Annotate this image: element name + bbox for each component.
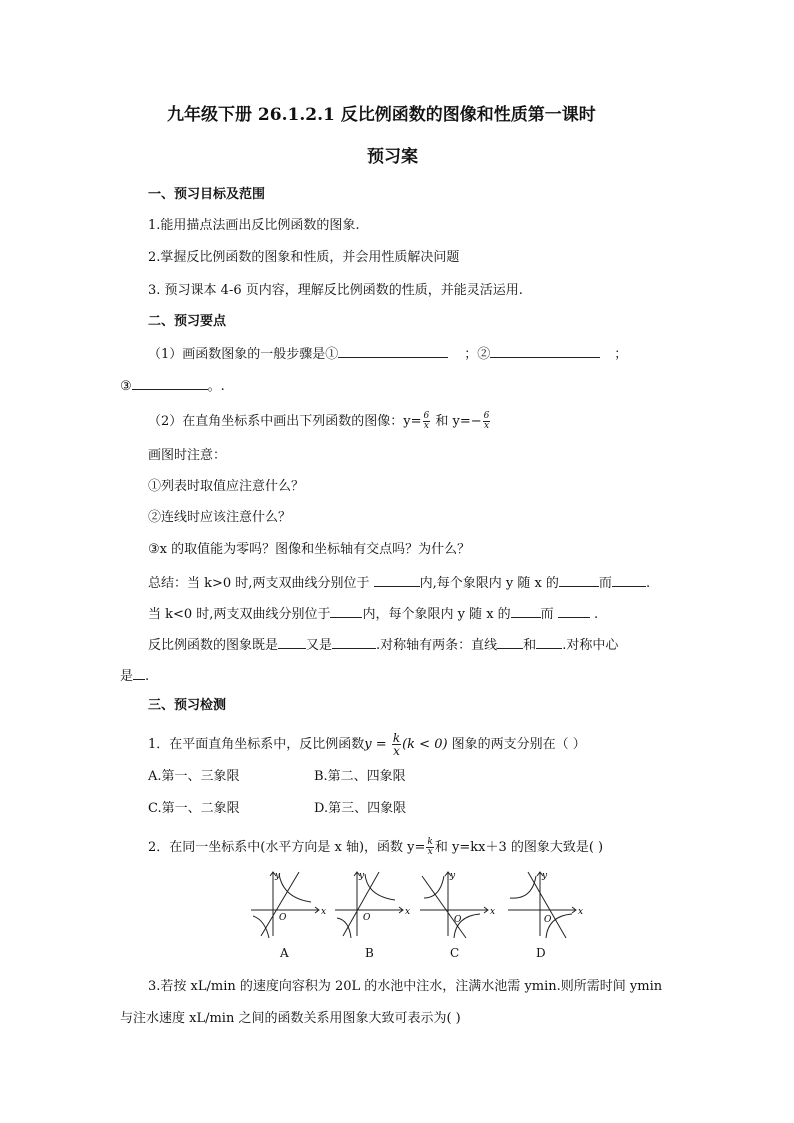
draw-text-2: 和 y=− <box>431 414 482 429</box>
fraction-neg-6-over-x: $\frac{6}{x}$ <box>483 411 490 431</box>
graph-b-origin: O <box>363 913 371 923</box>
note-3: ③x 的取值能为零吗？图像和坐标轴有交点吗？为什么？ <box>148 542 471 557</box>
graph-b[interactable] <box>333 868 413 940</box>
check-question-2: 2．在同一坐标系中(水平方向是 x 轴)，函数 y= $\frac{k}{x}$ 和 y=kx＋3 的图象大致是( ) <box>148 837 604 857</box>
option-a[interactable]: A.第一、三象限 <box>148 769 240 784</box>
option-b[interactable]: B.第二、四象限 <box>314 769 406 784</box>
draw-text-1: （2）在直角坐标系中画出下列函数的图像：y= <box>148 414 422 429</box>
graph-c-y-label: y <box>450 871 456 881</box>
summary-blank-9[interactable] <box>497 636 523 649</box>
steps-text-2: ；② <box>464 347 491 362</box>
section1-heading: 一、预习目标及范围 <box>148 187 266 202</box>
section1-item-1: 1.能用描点法画出反比例函数的图象. <box>148 218 360 233</box>
summary-blank-7[interactable] <box>278 636 306 649</box>
summary-line-1: 总结：当 k>0 时,两支双曲线分别位于 内,每个象限内 y 随 x 的 而 . <box>148 576 651 591</box>
fraction-k-over-x-small: $\frac{k}{x}$ <box>427 837 433 857</box>
graph-a[interactable] <box>249 868 329 940</box>
steps-question-cont <box>120 377 225 395</box>
summary-line-3: 反比例函数的图象既是 又是 .对称轴有两条：直线 和 .对称中心 <box>148 638 619 653</box>
graph-b-y-label: y <box>359 871 365 881</box>
fraction-k-over-x: $\frac{k}{x}$ <box>392 731 401 758</box>
draw-question <box>148 412 491 431</box>
summary-blank-4[interactable] <box>330 605 362 618</box>
option-d[interactable]: D.第三、四象限 <box>314 801 407 816</box>
graph-c-x-label: x <box>490 907 496 917</box>
graph-c-origin: O <box>454 915 462 925</box>
summary-line-4: 是 . <box>120 669 150 684</box>
graph-label-b: B <box>365 946 374 960</box>
page-subtitle: 预习案 <box>367 147 418 167</box>
graph-a-y-label: y <box>275 871 281 881</box>
graph-d-y-label: y <box>542 871 548 881</box>
section1-item-3: 3. 预习课本 4-6 页内容，理解反比例函数的性质，并能灵活运用. <box>148 283 523 298</box>
note-1: ①列表时取值应注意什么？ <box>148 479 305 494</box>
summary-blank-3[interactable] <box>612 574 646 587</box>
steps-text-1: （1）画函数图象的一般步骤是① <box>148 347 339 362</box>
graph-label-d: D <box>536 946 546 960</box>
fraction-6-over-x: $\frac{6}{x}$ <box>423 411 430 431</box>
steps-blank-2[interactable] <box>490 345 600 358</box>
summary-blank-8[interactable] <box>332 636 376 649</box>
summary-blank-10[interactable] <box>536 636 562 649</box>
section1-item-2: 2.掌握反比例函数的图象和性质，并会用性质解决问题 <box>148 250 460 265</box>
section2-heading: 二、预习要点 <box>148 314 227 329</box>
page-title: 九年级下册 26.1.2.1 反比例函数的图像和性质第一课时 <box>167 105 596 125</box>
check-question-3-line-1: 3.若按 xL/min 的速度向容积为 20L 的水池中注水，注满水池需 ymin.则所需时间 ymin <box>148 979 663 994</box>
graph-a-origin: O <box>279 913 287 923</box>
graph-d[interactable] <box>506 868 586 940</box>
steps-question <box>148 345 627 363</box>
graph-d-origin: O <box>544 915 552 925</box>
graph-label-c: C <box>450 946 460 960</box>
steps-blank-3[interactable] <box>132 377 208 390</box>
graph-d-x-label: x <box>578 907 584 917</box>
steps-blank-1[interactable] <box>338 345 448 358</box>
graph-a-x-label: x <box>321 907 327 917</box>
summary-blank-6[interactable] <box>558 605 590 618</box>
check-question-3-line-2: 与注水速度 xL/min 之间的函数关系用图象大致可表示为( ) <box>120 1011 461 1026</box>
note-heading: 画图时注意： <box>148 448 227 463</box>
steps-text-4: ③ <box>120 379 132 394</box>
graph-label-a: A <box>280 946 289 960</box>
summary-line-2: 当 k<0 时,两支双曲线分别位于 内，每个象限内 y 随 x 的 而 . <box>148 607 599 622</box>
option-c[interactable]: C.第一、二象限 <box>148 801 240 816</box>
summary-blank-5[interactable] <box>511 605 541 618</box>
note-2: ②连线时应该注意什么？ <box>148 510 292 525</box>
summary-blank-2[interactable] <box>559 574 599 587</box>
steps-text-3: ； <box>614 347 628 362</box>
section3-heading: 三、预习检测 <box>148 698 227 713</box>
graph-b-x-label: x <box>405 907 411 917</box>
check-question-1: 1．在平面直角坐标系中，反比例函数y = $\frac{k}{x}$ (k < 0) 图象的两支分别在（ ） <box>148 731 586 758</box>
summary-blank-1[interactable] <box>374 574 420 587</box>
summary-blank-11[interactable] <box>133 667 145 680</box>
steps-text-5: 。. <box>207 379 225 394</box>
graph-c[interactable] <box>418 868 498 940</box>
